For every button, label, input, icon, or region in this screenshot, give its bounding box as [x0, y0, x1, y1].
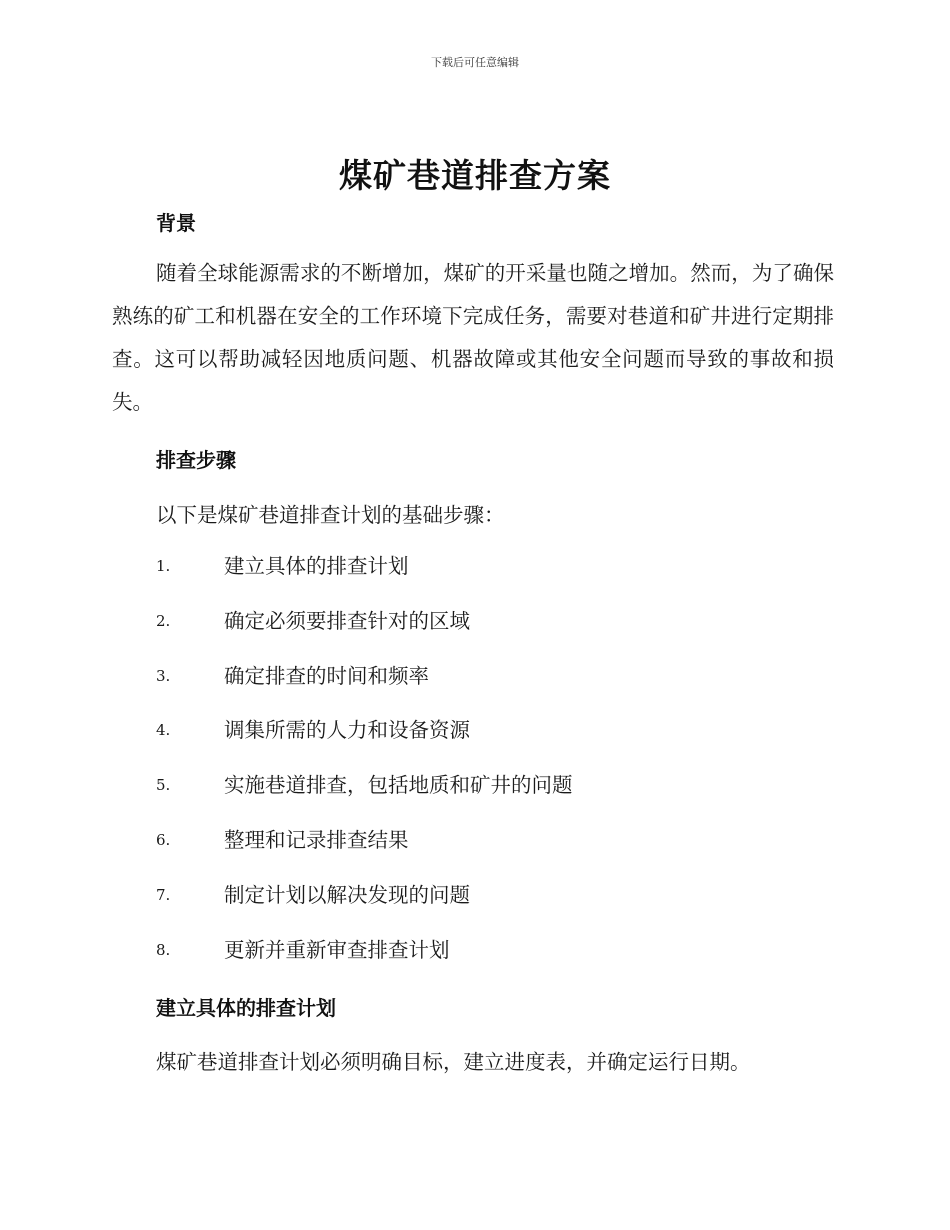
- header-note: 下载后可任意编辑: [431, 56, 519, 69]
- list-item-number: 6.: [156, 830, 171, 849]
- list-item-text: 整理和记录排查结果: [224, 827, 409, 852]
- list-item: [156, 602, 573, 657]
- list-item: [156, 711, 573, 766]
- list-item-number: 4.: [156, 721, 171, 740]
- steps-list: [156, 547, 573, 985]
- list-item-text: 确定排查的时间和频率: [224, 663, 429, 688]
- list-item: [156, 766, 573, 821]
- list-item-text: 调集所需的人力和设备资源: [224, 718, 470, 743]
- list-item: [156, 821, 573, 876]
- list-item-text: 实施巷道排查，包括地质和矿井的问题: [224, 773, 573, 798]
- list-item-text: 确定必须要排查针对的区域: [224, 608, 470, 633]
- list-item-number: 3.: [156, 666, 171, 685]
- list-item-text: 制定计划以解决发现的问题: [224, 882, 470, 907]
- steps-intro: 以下是煤矿巷道排查计划的基础步骤：: [156, 503, 505, 527]
- list-item: [156, 657, 573, 712]
- list-item: [156, 931, 573, 986]
- list-item-number: 7.: [156, 885, 171, 904]
- list-item-number: 8.: [156, 940, 171, 959]
- list-item: [156, 547, 573, 602]
- plan-paragraph: 煤矿巷道排查计划必须明确目标，建立进度表，并确定运行日期。: [156, 1050, 751, 1074]
- steps-heading: 排查步骤: [156, 448, 236, 472]
- background-heading: 背景: [156, 211, 196, 235]
- list-item-number: 2.: [156, 611, 171, 630]
- document-title: 煤矿巷道排查方案: [339, 156, 611, 195]
- background-paragraph: 随着全球能源需求的不断增加，煤矿的开采量也随之增加。然而，为了确保熟练的矿工和机器在安全的工作环境下完成任务，需要对巷道和矿井进行定期排查。这可以帮助减轻因地质问题、机器故障或其他安全问题而导致的事故和损失。: [112, 261, 834, 414]
- list-item-number: 5.: [156, 776, 171, 795]
- list-item-number: 1.: [156, 557, 171, 575]
- list-item-text: 建立具体的排查计划: [224, 554, 409, 578]
- list-item-text: 更新并重新审查排查计划: [224, 937, 450, 962]
- list-item: [156, 876, 573, 931]
- plan-heading: 建立具体的排查计划: [156, 996, 336, 1020]
